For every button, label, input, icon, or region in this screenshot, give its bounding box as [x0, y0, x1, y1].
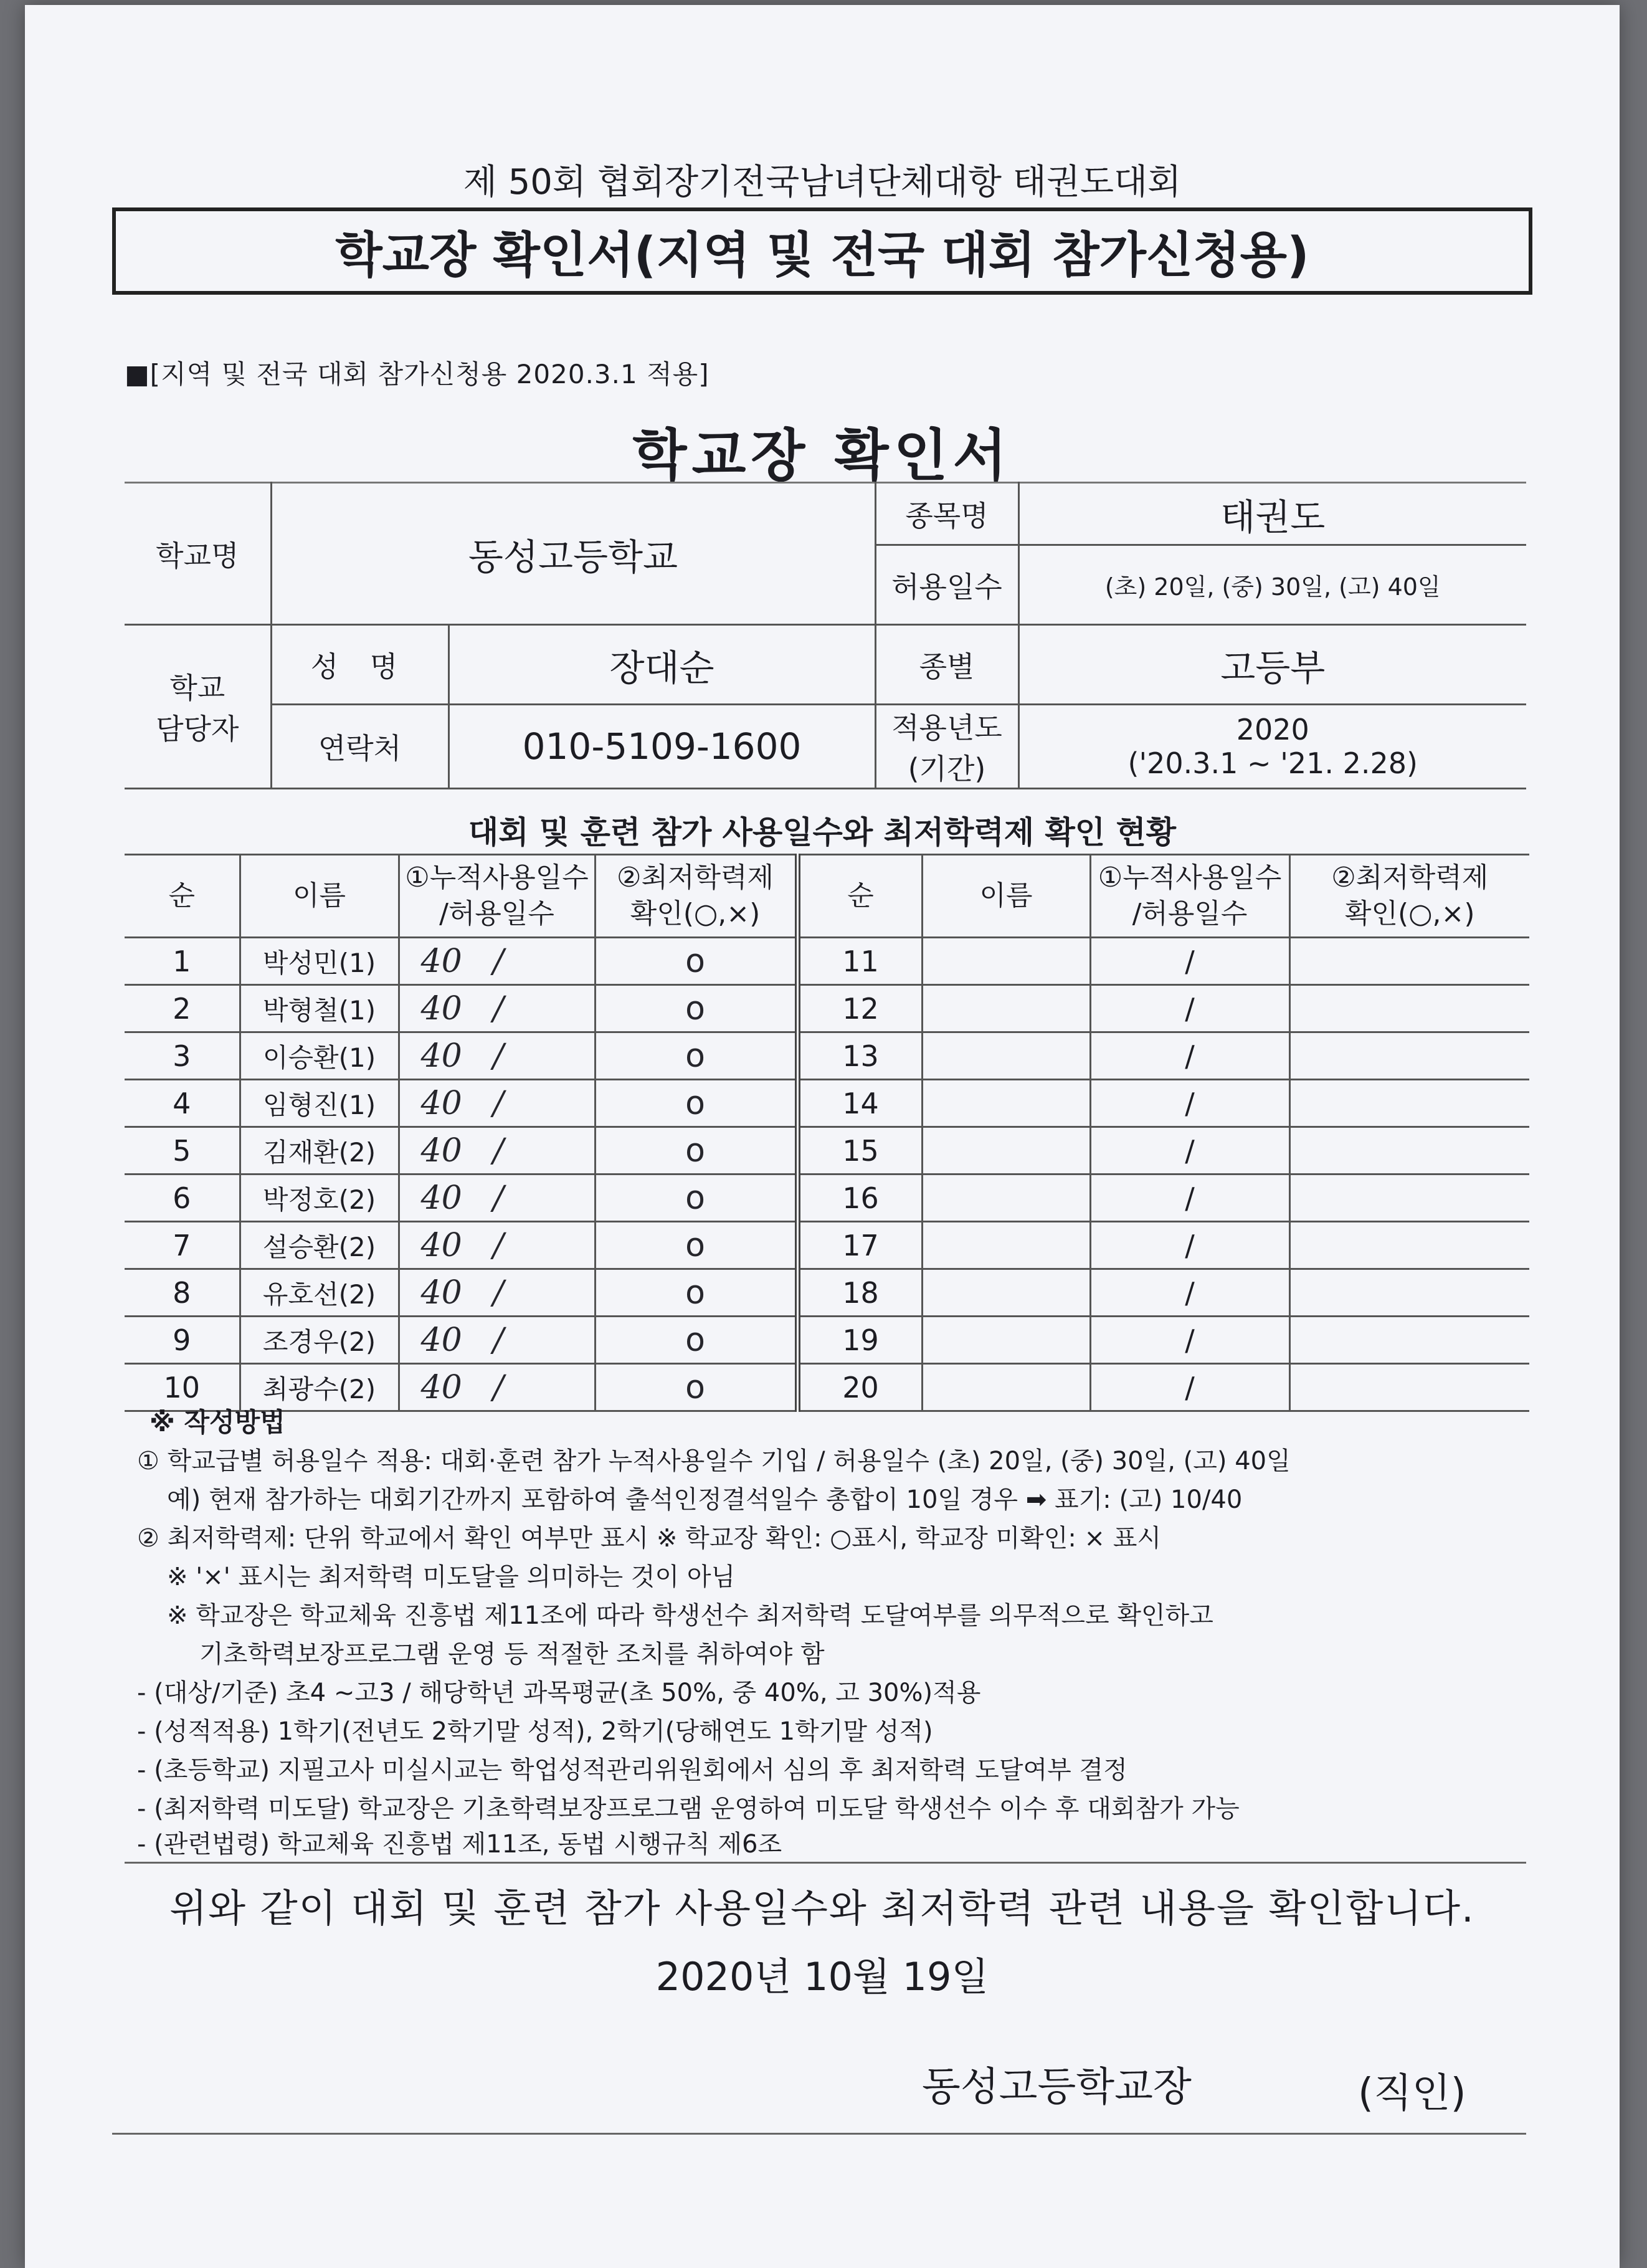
days-cell	[399, 1222, 595, 1269]
phone-label: 연락처	[271, 705, 449, 789]
days-slash: /	[493, 1226, 504, 1264]
days-used: 40	[420, 1368, 462, 1406]
method-line: - (초등학교) 지필고사 미실시교는 학업성적관리위원회에서 심의 후 최저학력 도달여부 결정	[137, 1756, 1127, 1784]
header-check-left-line1: ②최저학력제	[617, 862, 774, 893]
header-check-right-line1: ②최저학력제	[1331, 862, 1489, 893]
table-row	[125, 1317, 1529, 1364]
student-name: 박성민(1)	[240, 938, 399, 985]
days-slash: /	[1090, 1222, 1289, 1269]
days-cell	[399, 1174, 595, 1222]
sport-label: 종목명	[875, 483, 1018, 545]
header-days-right-line1: ①누적사용일수	[1098, 862, 1282, 893]
days-slash: /	[493, 1274, 504, 1312]
contact-group-label-line1: 학교	[169, 671, 225, 705]
row-no: 4	[125, 1080, 240, 1127]
header-days-right-line2: /허용일수	[1132, 898, 1248, 930]
school-value: 동성고등학교	[271, 483, 875, 625]
divider	[112, 2133, 1526, 2135]
header-days-left	[399, 855, 595, 938]
days-used: 40	[420, 1132, 462, 1170]
check-mark: o	[595, 1032, 797, 1080]
check-mark: o	[595, 1317, 797, 1364]
table-row	[125, 1364, 1529, 1411]
check-mark: o	[595, 1222, 797, 1269]
check-mark-empty	[1289, 1174, 1529, 1222]
student-name-empty	[922, 1174, 1090, 1222]
table-row	[125, 1080, 1529, 1127]
allowed-days-value: (초) 20일, (중) 30일, (고) 40일	[1018, 545, 1526, 625]
year-value	[1018, 705, 1526, 789]
contact-group-label	[125, 625, 271, 789]
days-used: 40	[420, 989, 462, 1027]
seal-label: (직인)	[1358, 2070, 1466, 2117]
scope-note: ■[지역 및 전국 대회 참가신청용 2020.3.1 적용]	[125, 359, 710, 389]
days-used: 40	[420, 1037, 462, 1075]
days-slash: /	[493, 1132, 504, 1170]
days-slash: /	[1090, 1364, 1289, 1411]
student-name: 유호선(2)	[240, 1269, 399, 1317]
method-line: 예) 현재 참가하는 대회기간까지 포함하여 출석인정결석일수 총합이 10일 경우 ➡ 표기: (고) 10/40	[167, 1485, 1243, 1514]
roster-section-title: 대회 및 훈련 참가 사용일수와 최저학력제 확인 현황	[468, 814, 1177, 850]
days-cell	[399, 1032, 595, 1080]
days-slash: /	[1090, 1080, 1289, 1127]
method-line: ※ '×' 표시는 최저학력 미도달을 의미하는 것이 아님	[167, 1563, 736, 1591]
days-cell	[399, 985, 595, 1032]
days-slash: /	[493, 1084, 504, 1122]
days-slash: /	[493, 1321, 504, 1359]
method-line: - (대상/기준) 초4 ~고3 / 해당학년 과목평균(초 50%, 중 40%, 고 30%)적용	[137, 1679, 981, 1707]
row-no: 20	[797, 1364, 922, 1411]
table-row	[125, 1174, 1529, 1222]
days-slash: /	[493, 1179, 504, 1217]
student-name: 박정호(2)	[240, 1174, 399, 1222]
row-no: 12	[797, 985, 922, 1032]
student-name-empty	[922, 985, 1090, 1032]
table-row	[125, 1032, 1529, 1080]
student-name: 설승환(2)	[240, 1222, 399, 1269]
roster-table	[125, 854, 1529, 1412]
days-slash: /	[1090, 938, 1289, 985]
document-page	[25, 5, 1620, 2268]
row-no: 1	[125, 938, 240, 985]
header-days-left-line1: ①누적사용일수	[405, 862, 589, 893]
header-no-left: 순	[125, 855, 240, 938]
student-name: 최광수(2)	[240, 1364, 399, 1411]
row-no: 13	[797, 1032, 922, 1080]
student-name-empty	[922, 1032, 1090, 1080]
student-name-empty	[922, 1269, 1090, 1317]
days-used: 40	[420, 1321, 462, 1359]
row-no: 14	[797, 1080, 922, 1127]
event-title: 제 50회 협회장기전국남녀단체대항 태권도대회	[463, 162, 1182, 202]
divider	[125, 1862, 1526, 1864]
contact-group-label-line2: 담당자	[156, 712, 239, 746]
student-name: 임형진(1)	[240, 1080, 399, 1127]
row-no: 2	[125, 985, 240, 1032]
allowed-days-label: 허용일수	[875, 545, 1018, 625]
row-no: 3	[125, 1032, 240, 1080]
boxed-title	[112, 207, 1532, 295]
row-no: 5	[125, 1127, 240, 1174]
row-no: 8	[125, 1269, 240, 1317]
check-mark-empty	[1289, 938, 1529, 985]
method-line: ② 최저학력제: 단위 학교에서 확인 여부만 표시 ※ 학교장 확인: ○표시, 학교장 미확인: × 표시	[137, 1524, 1162, 1553]
days-cell	[399, 1269, 595, 1317]
school-info-table	[125, 482, 1526, 789]
check-mark-empty	[1289, 1317, 1529, 1364]
name-value: 장대순	[449, 625, 875, 705]
check-mark: o	[595, 938, 797, 985]
check-mark: o	[595, 1269, 797, 1317]
days-slash: /	[493, 1037, 504, 1075]
school-label: 학교명	[125, 483, 271, 625]
days-used: 40	[420, 1274, 462, 1312]
check-mark: o	[595, 1127, 797, 1174]
header-check-left	[595, 855, 797, 938]
days-used: 40	[420, 1084, 462, 1122]
table-row	[125, 1222, 1529, 1269]
row-no: 17	[797, 1222, 922, 1269]
row-no: 10	[125, 1364, 240, 1411]
check-mark: o	[595, 1364, 797, 1411]
check-mark-empty	[1289, 1127, 1529, 1174]
student-name: 이승환(1)	[240, 1032, 399, 1080]
header-days-left-line2: /허용일수	[439, 898, 554, 930]
check-mark: o	[595, 985, 797, 1032]
year-label-line2: (기간)	[908, 752, 986, 786]
sign-date: 2020년 10월 19일	[655, 1954, 989, 1999]
method-line: - (성적적용) 1학기(전년도 2학기말 성적), 2학기(당해연도 1학기말 성적)	[137, 1717, 933, 1746]
check-mark-empty	[1289, 985, 1529, 1032]
row-no: 16	[797, 1174, 922, 1222]
header-name-left: 이름	[240, 855, 399, 938]
year-label	[875, 705, 1018, 789]
method-heading: ※ 작성방법	[150, 1407, 285, 1437]
method-line: ※ 학교장은 학교체육 진흥법 제11조에 따라 학생선수 최저학력 도달여부를 의무적으로 확인하고	[167, 1601, 1213, 1630]
days-slash: /	[1090, 1317, 1289, 1364]
table-row	[125, 1269, 1529, 1317]
student-name-empty	[922, 1317, 1090, 1364]
year-value-line1: 2020	[1236, 713, 1309, 746]
student-name-empty	[922, 1364, 1090, 1411]
check-mark-empty	[1289, 1080, 1529, 1127]
table-row	[125, 985, 1529, 1032]
year-value-line2: ('20.3.1 ~ '21. 2.28)	[1127, 746, 1418, 780]
days-cell	[399, 1080, 595, 1127]
principal-name: 동성고등학교장	[922, 2064, 1192, 2110]
header-check-left-line2: 확인(○,×)	[630, 898, 761, 930]
check-mark-empty	[1289, 1364, 1529, 1411]
student-name-empty	[922, 1080, 1090, 1127]
division-value: 고등부	[1018, 625, 1526, 705]
row-no: 19	[797, 1317, 922, 1364]
division-label: 종별	[875, 625, 1018, 705]
method-line: - (관련법령) 학교체육 진흥법 제11조, 동법 시행규칙 제6조	[137, 1830, 782, 1859]
form-title: 학교장 확인서	[632, 423, 1012, 488]
year-label-line1: 적용년도	[891, 711, 1002, 745]
row-no: 7	[125, 1222, 240, 1269]
confirm-statement: 위와 같이 대회 및 훈련 참가 사용일수와 최저학력 관련 내용을 확인합니다.	[169, 1885, 1475, 1931]
header-name-right: 이름	[922, 855, 1090, 938]
method-line: ① 학교급별 허용일수 적용: 대회·훈련 참가 누적사용일수 기입 / 허용일수 (초) 20일, (중) 30일, (고) 40일	[137, 1447, 1291, 1475]
phone-value: 010-5109-1600	[449, 705, 875, 789]
name-label: 성 명	[271, 625, 449, 705]
days-slash: /	[493, 989, 504, 1027]
header-days-right	[1090, 855, 1289, 938]
days-used: 40	[420, 1226, 462, 1264]
check-mark-empty	[1289, 1222, 1529, 1269]
boxed-title-text: 학교장 확인서(지역 및 전국 대회 참가신청용)	[335, 227, 1309, 284]
row-no: 15	[797, 1127, 922, 1174]
student-name-empty	[922, 938, 1090, 985]
student-name-empty	[922, 1222, 1090, 1269]
days-slash: /	[1090, 985, 1289, 1032]
days-cell	[399, 938, 595, 985]
days-slash: /	[1090, 1127, 1289, 1174]
days-used: 40	[420, 1179, 462, 1217]
row-no: 18	[797, 1269, 922, 1317]
check-mark-empty	[1289, 1269, 1529, 1317]
days-cell	[399, 1127, 595, 1174]
row-no: 6	[125, 1174, 240, 1222]
method-line: 기초학력보장프로그램 운영 등 적절한 조치를 취하여야 함	[199, 1640, 825, 1669]
student-name: 김재환(2)	[240, 1127, 399, 1174]
student-name: 조경우(2)	[240, 1317, 399, 1364]
days-slash: /	[1090, 1174, 1289, 1222]
row-no: 9	[125, 1317, 240, 1364]
sport-value: 태권도	[1018, 483, 1526, 545]
header-no-right: 순	[797, 855, 922, 938]
check-mark: o	[595, 1080, 797, 1127]
row-no: 11	[797, 938, 922, 985]
table-row	[125, 1127, 1529, 1174]
days-slash: /	[1090, 1269, 1289, 1317]
days-cell	[399, 1317, 595, 1364]
student-name-empty	[922, 1127, 1090, 1174]
check-mark-empty	[1289, 1032, 1529, 1080]
days-slash: /	[1090, 1032, 1289, 1080]
header-check-right-line2: 확인(○,×)	[1344, 898, 1475, 930]
days-slash: /	[493, 1368, 504, 1406]
days-used: 40	[420, 942, 462, 980]
table-row	[125, 938, 1529, 985]
header-check-right	[1289, 855, 1529, 938]
check-mark: o	[595, 1174, 797, 1222]
days-slash: /	[493, 942, 504, 980]
method-line: - (최저학력 미도달) 학교장은 기초학력보장프로그램 운영하여 미도달 학생선수 이수 후 대회참가 가능	[137, 1794, 1240, 1823]
student-name: 박형철(1)	[240, 985, 399, 1032]
days-cell	[399, 1364, 595, 1411]
